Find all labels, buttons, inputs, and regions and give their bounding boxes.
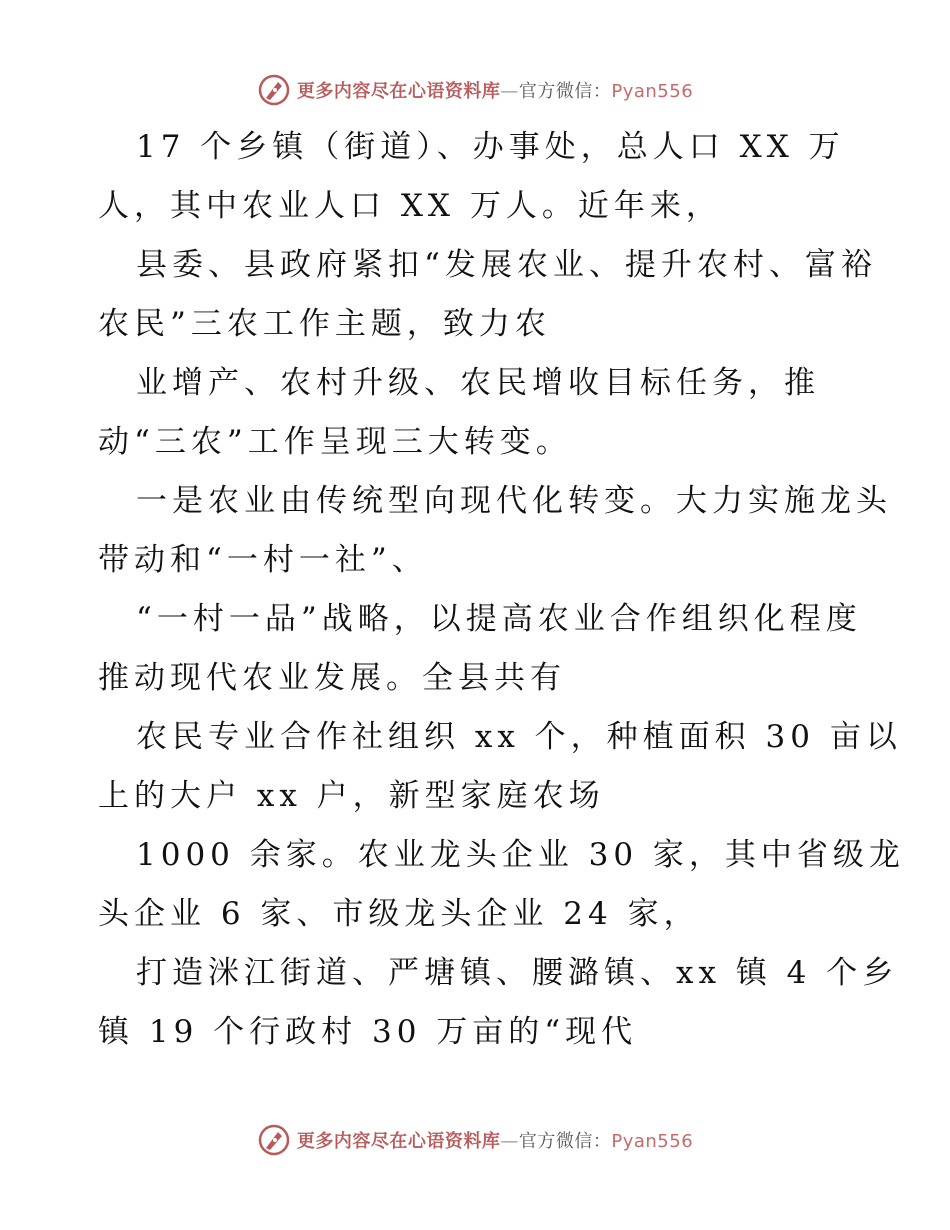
- header-dash: —: [500, 81, 519, 102]
- document-line: 1000 余家。农业龙头企业 30 家，其中省级龙: [136, 837, 905, 873]
- document-line: 农民专业合作社组织 xx 个，种植面积 30 亩以: [136, 719, 902, 755]
- header-wechat-handle: Pyan556: [611, 81, 694, 102]
- footer-wechat-handle: Pyan556: [611, 1131, 694, 1152]
- footer-dash: —: [500, 1131, 519, 1152]
- document-line: 一是农业由传统型向现代化转变。大力实施龙头: [136, 483, 892, 519]
- document-line: 头企业 6 家、市级龙头企业 24 家，: [98, 896, 700, 932]
- document-body: [98, 118, 905, 1062]
- document-line: “一村一品”战略，以提高农业合作组织化程度: [136, 601, 862, 637]
- document-line: 农民”三农工作主题，致力农: [98, 306, 551, 342]
- footer-watermark-text: [297, 1127, 693, 1153]
- pen-nib-logo-icon: [257, 73, 291, 107]
- document-line: 镇 19 个行政村 30 万亩的“现代: [98, 1014, 638, 1050]
- header-brand: 更多内容尽在心语资料库: [296, 81, 501, 102]
- footer-watermark-banner: [0, 1120, 950, 1160]
- document-line: 人，其中农业人口 XX 万人。近年来，: [98, 188, 722, 224]
- document-line: 动“三农”工作呈现三大转变。: [98, 424, 572, 460]
- pen-nib-logo-icon: [257, 1123, 291, 1157]
- document-line: 上的大户 xx 户，新型家庭农场: [98, 778, 605, 814]
- document-line: 业增产、农村升级、农民增收目标任务，推: [136, 365, 820, 401]
- footer-wechat-label: 官方微信：: [518, 1131, 612, 1152]
- footer-brand: 更多内容尽在心语资料库: [296, 1131, 501, 1152]
- document-line: 带动和“一村一社”、: [98, 542, 428, 578]
- document-line: 推动现代农业发展。全县共有: [98, 660, 566, 696]
- header-wechat-label: 官方微信：: [518, 81, 612, 102]
- document-line: 县委、县政府紧扣“发展农业、提升农村、富裕: [136, 247, 877, 283]
- document-line: 17 个乡镇（街道）、办事处，总人口 XX 万: [136, 129, 845, 165]
- header-watermark-banner: [0, 70, 950, 110]
- header-watermark-text: [297, 77, 693, 103]
- document-line: 打造洣江街道、严塘镇、腰潞镇、xx 镇 4 个乡: [136, 955, 899, 991]
